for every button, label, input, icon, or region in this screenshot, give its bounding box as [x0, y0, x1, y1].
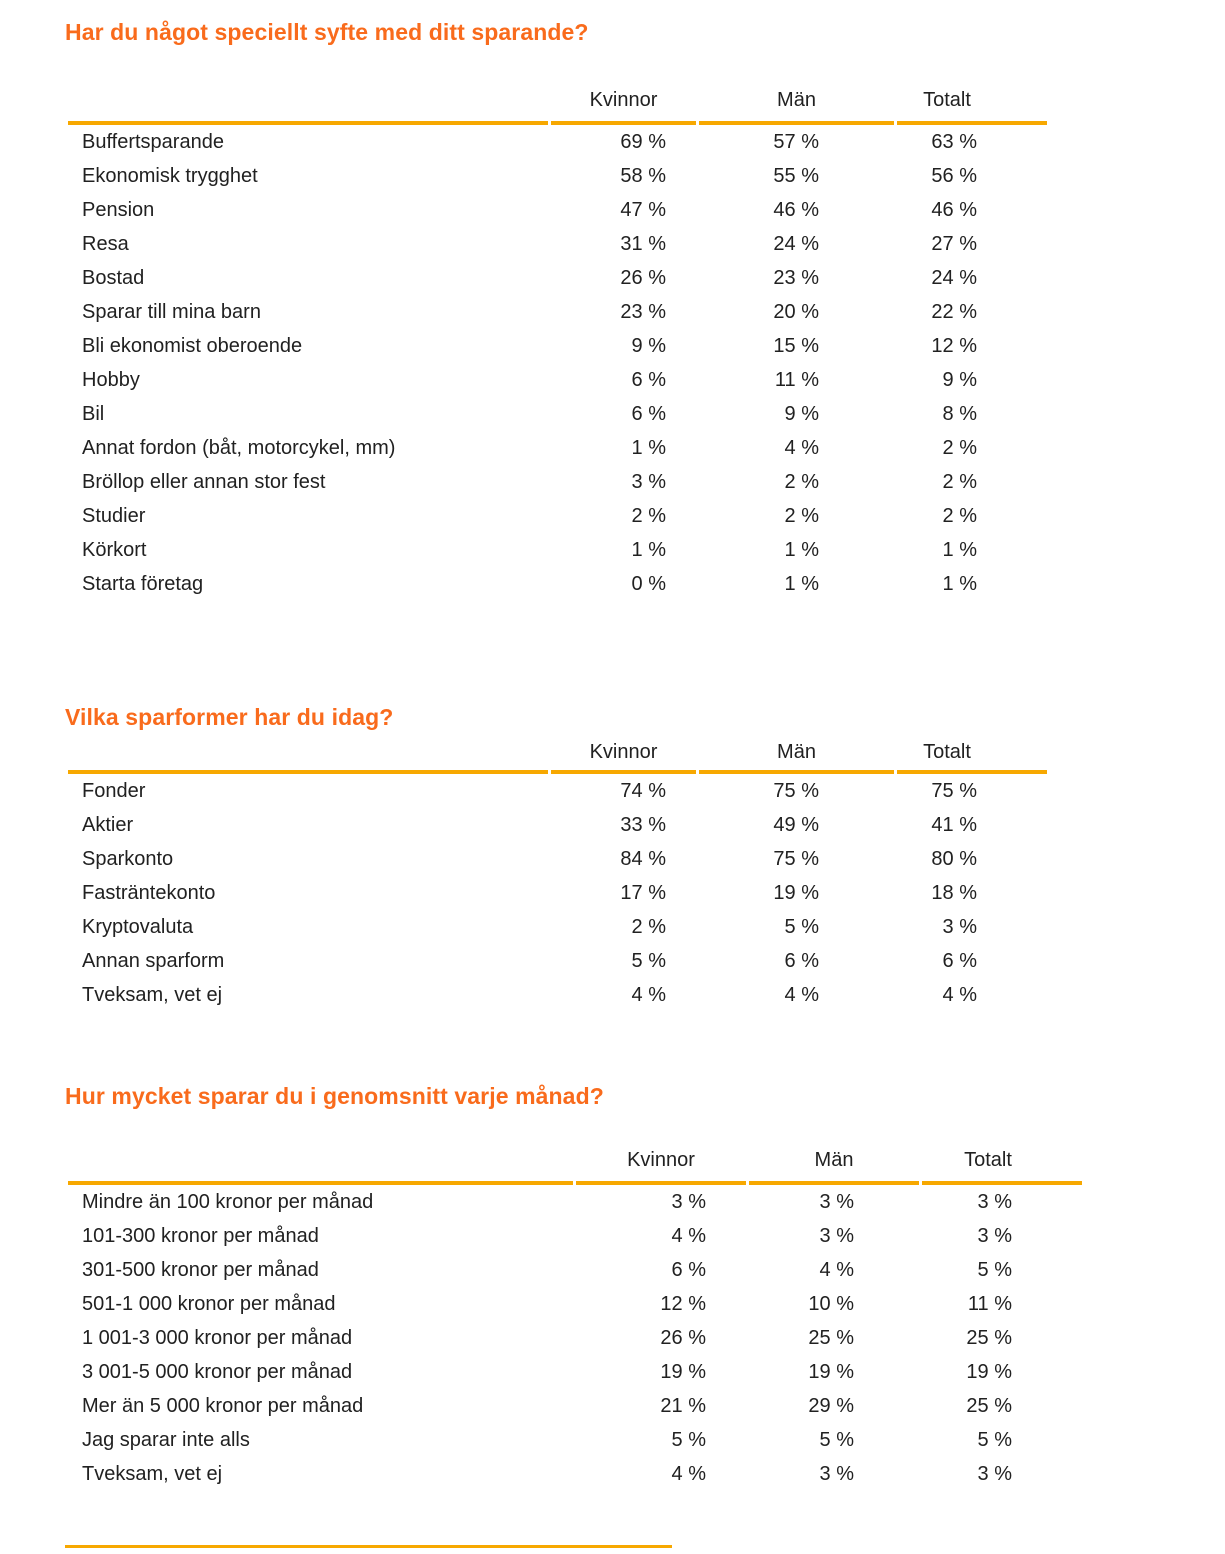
value-cell-man: 3 % — [819, 1462, 854, 1485]
value-cell-man: 57 % — [773, 130, 819, 153]
empty-header-cell — [68, 1139, 573, 1185]
table-row — [68, 159, 1047, 193]
table-header-row — [68, 1139, 1082, 1185]
value-cell-man: 4 % — [784, 983, 819, 1006]
table-row — [68, 1457, 1082, 1491]
value-cell-totalt: 2 % — [942, 470, 977, 493]
row-label: Tveksam, vet ej — [82, 1462, 223, 1485]
value-cell-man: 5 % — [819, 1428, 854, 1451]
row-label: Körkort — [82, 538, 147, 561]
column-header-totalt: Totalt — [897, 734, 1047, 774]
section-savings-forms — [65, 701, 1225, 1012]
table-row — [68, 774, 1047, 808]
table-row — [68, 465, 1047, 499]
value-cell-totalt: 2 % — [942, 436, 977, 459]
value-cell-kvinnor: 1 % — [631, 436, 666, 459]
row-label: 501-1 000 kronor per månad — [82, 1292, 336, 1315]
value-cell-man: 10 % — [808, 1292, 854, 1315]
value-cell-totalt: 11 % — [967, 1292, 1012, 1315]
table-header-row — [68, 79, 1047, 125]
value-cell-man: 9 % — [784, 402, 819, 425]
value-cell-man: 19 % — [808, 1360, 854, 1383]
row-label: Buffertsparande — [82, 130, 224, 153]
value-cell-totalt: 75 % — [931, 779, 977, 802]
value-cell-kvinnor: 58 % — [620, 164, 666, 187]
table-row — [68, 329, 1047, 363]
table-row — [68, 431, 1047, 465]
value-cell-man: 3 % — [819, 1190, 854, 1213]
value-cell-man: 15 % — [773, 334, 819, 357]
column-header-man: Män — [749, 1139, 919, 1185]
value-cell-man: 2 % — [784, 470, 819, 493]
value-cell-totalt: 1 % — [942, 572, 977, 595]
value-cell-kvinnor: 5 % — [631, 949, 666, 972]
row-label: Hobby — [82, 368, 140, 391]
value-cell-totalt: 8 % — [942, 402, 977, 425]
value-cell-totalt: 9 % — [942, 368, 977, 391]
table-row — [68, 1389, 1082, 1423]
value-cell-man: 1 % — [784, 538, 819, 561]
savings-purpose-table — [65, 79, 1050, 601]
value-cell-man: 49 % — [773, 813, 819, 836]
value-cell-totalt: 3 % — [942, 915, 977, 938]
value-cell-kvinnor: 26 % — [660, 1326, 706, 1349]
empty-header-cell — [68, 734, 548, 774]
row-label: Tveksam, vet ej — [82, 983, 223, 1006]
value-cell-kvinnor: 17 % — [620, 881, 666, 904]
row-label: Sparar till mina barn — [82, 300, 261, 323]
row-label: Annat fordon (båt, motorcykel, mm) — [82, 436, 396, 459]
table-row — [68, 1219, 1082, 1253]
row-label: 301-500 kronor per månad — [82, 1258, 319, 1281]
value-cell-man: 25 % — [808, 1326, 854, 1349]
value-cell-kvinnor: 9 % — [631, 334, 666, 357]
value-cell-totalt: 25 % — [966, 1326, 1012, 1349]
value-cell-kvinnor: 12 % — [660, 1292, 706, 1315]
section-savings-purpose — [65, 16, 1225, 601]
value-cell-man: 24 % — [773, 232, 819, 255]
value-cell-kvinnor: 4 % — [671, 1224, 706, 1247]
row-label: 1 001-3 000 kronor per månad — [82, 1326, 353, 1349]
row-label: Pension — [82, 198, 155, 221]
value-cell-totalt: 56 % — [931, 164, 977, 187]
value-cell-kvinnor: 3 % — [671, 1190, 706, 1213]
value-cell-totalt: 5 % — [977, 1258, 1012, 1281]
value-cell-kvinnor: 19 % — [660, 1360, 706, 1383]
value-cell-totalt: 22 % — [931, 300, 977, 323]
value-cell-totalt: 80 % — [931, 847, 977, 870]
table-row — [68, 1423, 1082, 1457]
value-cell-totalt: 27 % — [931, 232, 977, 255]
value-cell-man: 23 % — [773, 266, 819, 289]
value-cell-totalt: 19 % — [966, 1360, 1012, 1383]
row-label: Kryptovaluta — [82, 915, 194, 938]
value-cell-man: 75 % — [773, 779, 819, 802]
table-row — [68, 227, 1047, 261]
value-cell-totalt: 3 % — [977, 1190, 1012, 1213]
row-label: Bli ekonomist oberoende — [82, 334, 303, 357]
value-cell-totalt: 6 % — [942, 949, 977, 972]
row-label: 3 001-5 000 kronor per månad — [82, 1360, 353, 1383]
table-row — [68, 567, 1047, 601]
value-cell-man: 2 % — [784, 504, 819, 527]
value-cell-man: 29 % — [808, 1394, 854, 1417]
section-title-savings-purpose: Har du något speciellt syfte med ditt sparande? — [65, 19, 589, 45]
next-table-partial-rule — [65, 1545, 672, 1548]
value-cell-kvinnor: 21 % — [660, 1394, 706, 1417]
table-row — [68, 944, 1047, 978]
value-cell-man: 4 % — [784, 436, 819, 459]
value-cell-kvinnor: 6 % — [631, 402, 666, 425]
value-cell-totalt: 2 % — [942, 504, 977, 527]
value-cell-kvinnor: 5 % — [671, 1428, 706, 1451]
value-cell-kvinnor: 26 % — [620, 266, 666, 289]
table-row — [68, 876, 1047, 910]
value-cell-man: 3 % — [819, 1224, 854, 1247]
row-label: Mindre än 100 kronor per månad — [82, 1190, 374, 1213]
section-monthly-savings — [65, 1080, 1225, 1491]
value-cell-kvinnor: 3 % — [631, 470, 666, 493]
value-cell-man: 6 % — [784, 949, 819, 972]
empty-header-cell — [68, 79, 548, 125]
table-row — [68, 363, 1047, 397]
row-label: Jag sparar inte alls — [82, 1428, 250, 1451]
value-cell-totalt: 46 % — [931, 198, 977, 221]
table-row — [68, 1321, 1082, 1355]
table-row — [68, 533, 1047, 567]
table-row — [68, 1287, 1082, 1321]
row-label: Bostad — [82, 266, 145, 289]
value-cell-kvinnor: 4 % — [631, 983, 666, 1006]
value-cell-kvinnor: 6 % — [631, 368, 666, 391]
value-cell-kvinnor: 4 % — [671, 1462, 706, 1485]
column-header-kvinnor: Kvinnor — [551, 79, 696, 125]
value-cell-man: 11 % — [774, 368, 819, 391]
value-cell-totalt: 24 % — [931, 266, 977, 289]
row-label: Mer än 5 000 kronor per månad — [82, 1394, 364, 1417]
row-label: Aktier — [82, 813, 134, 836]
value-cell-man: 75 % — [773, 847, 819, 870]
table-header-row — [68, 734, 1047, 774]
column-header-man: Män — [699, 79, 894, 125]
value-cell-kvinnor: 69 % — [620, 130, 666, 153]
table-row — [68, 910, 1047, 944]
row-label: Studier — [82, 504, 146, 527]
table-row — [68, 295, 1047, 329]
value-cell-man: 20 % — [773, 300, 819, 323]
value-cell-totalt: 3 % — [977, 1462, 1012, 1485]
table-row — [68, 1185, 1082, 1219]
value-cell-kvinnor: 33 % — [620, 813, 666, 836]
row-label: Bil — [82, 402, 105, 425]
table-row — [68, 808, 1047, 842]
table-row — [68, 978, 1047, 1012]
value-cell-man: 55 % — [773, 164, 819, 187]
row-label: Annan sparform — [82, 949, 225, 972]
row-label: Fasträntekonto — [82, 881, 216, 904]
value-cell-man: 4 % — [819, 1258, 854, 1281]
table-row — [68, 1253, 1082, 1287]
value-cell-totalt: 4 % — [942, 983, 977, 1006]
value-cell-kvinnor: 6 % — [671, 1258, 706, 1281]
row-label: Bröllop eller annan stor fest — [82, 470, 326, 493]
value-cell-totalt: 41 % — [931, 813, 977, 836]
savings-forms-table — [65, 734, 1050, 1012]
column-header-totalt: Totalt — [897, 79, 1047, 125]
row-label: Starta företag — [82, 572, 204, 595]
section-title-savings-forms: Vilka sparformer har du idag? — [65, 704, 394, 730]
row-label: Fonder — [82, 779, 146, 802]
column-header-totalt: Totalt — [922, 1139, 1082, 1185]
value-cell-kvinnor: 2 % — [631, 915, 666, 938]
column-header-kvinnor: Kvinnor — [576, 1139, 746, 1185]
table-row — [68, 125, 1047, 159]
value-cell-man: 19 % — [773, 881, 819, 904]
value-cell-kvinnor: 0 % — [631, 572, 666, 595]
value-cell-kvinnor: 74 % — [620, 779, 666, 802]
table-row — [68, 499, 1047, 533]
value-cell-totalt: 25 % — [966, 1394, 1012, 1417]
column-header-kvinnor: Kvinnor — [551, 734, 696, 774]
value-cell-totalt: 18 % — [931, 881, 977, 904]
value-cell-totalt: 63 % — [931, 130, 977, 153]
value-cell-kvinnor: 84 % — [620, 847, 666, 870]
table-row — [68, 397, 1047, 431]
table-row — [68, 261, 1047, 295]
section-title-monthly-savings: Hur mycket sparar du i genomsnitt varje månad? — [65, 1083, 604, 1109]
value-cell-kvinnor: 47 % — [620, 198, 666, 221]
monthly-savings-table — [65, 1139, 1085, 1491]
value-cell-kvinnor: 2 % — [631, 504, 666, 527]
row-label: Sparkonto — [82, 847, 174, 870]
table-row — [68, 842, 1047, 876]
value-cell-kvinnor: 1 % — [631, 538, 666, 561]
value-cell-kvinnor: 31 % — [620, 232, 666, 255]
value-cell-totalt: 12 % — [931, 334, 977, 357]
row-label: Ekonomisk trygghet — [82, 164, 258, 187]
table-row — [68, 1355, 1082, 1389]
value-cell-man: 1 % — [784, 572, 819, 595]
value-cell-man: 5 % — [784, 915, 819, 938]
row-label: 101-300 kronor per månad — [82, 1224, 319, 1247]
value-cell-man: 46 % — [773, 198, 819, 221]
row-label: Resa — [82, 232, 129, 255]
value-cell-totalt: 1 % — [942, 538, 977, 561]
value-cell-kvinnor: 23 % — [620, 300, 666, 323]
value-cell-totalt: 3 % — [977, 1224, 1012, 1247]
column-header-man: Män — [699, 734, 894, 774]
table-row — [68, 193, 1047, 227]
value-cell-totalt: 5 % — [977, 1428, 1012, 1451]
